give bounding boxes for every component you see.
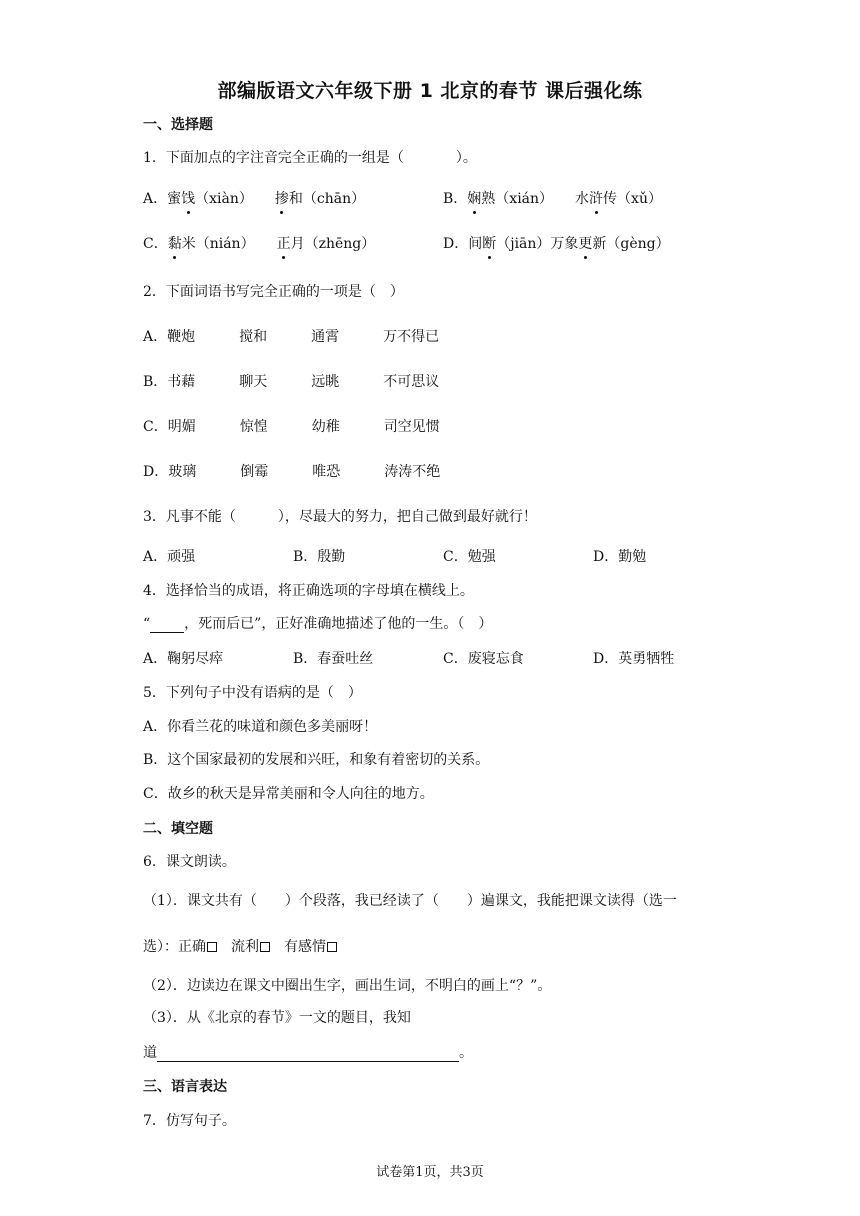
section-heading-fill: 二、填空题 xyxy=(143,821,213,837)
question-3-option-c: C．勉强 xyxy=(443,549,496,565)
emphasis-dot-char: 正 xyxy=(277,233,291,253)
question-5-option-c: C．故乡的秋天是异常美丽和令人向往的地方。 xyxy=(143,786,434,802)
question-1-option-d: D．间断（jiān）万象更新（gèng） xyxy=(443,233,670,253)
question-2-option-a: A．鞭炮 搅和 通霄 万不得已 xyxy=(143,329,440,345)
answer-blank xyxy=(150,616,184,633)
question-4-option-b: B．春蚕吐丝 xyxy=(293,651,374,667)
emphasis-dot-char: 更 xyxy=(578,233,592,253)
question-3-option-a: A．顽强 xyxy=(143,549,196,565)
question-1-option-a: A．蜜饯（xiàn） 掺和（chān） xyxy=(143,188,365,208)
question-6-part-3-continued: 道 。 xyxy=(143,1045,473,1061)
question-4-sentence: “ ，死而后已”，正好准确地描述了他的一生。（ ） xyxy=(143,616,493,632)
answer-line xyxy=(157,1045,459,1062)
question-5-option-b: B．这个国家最初的发展和兴旺，和象有着密切的关系。 xyxy=(143,752,490,768)
emphasis-dot-char: 娴 xyxy=(467,188,481,208)
question-6-part-3: （3）．从《北京的春节》一文的题目，我知 xyxy=(143,1010,411,1026)
checkbox[interactable] xyxy=(260,942,270,952)
question-4-stem: 4．选择恰当的成语，将正确选项的字母填在横线上。 xyxy=(143,583,474,599)
question-6-part-1-choices: 选）：正确 流利 有感情 xyxy=(143,936,337,956)
question-4-option-d: D．英勇牺牲 xyxy=(593,651,675,667)
page-title: 部编版语文六年级下册 1 北京的春节 课后强化练 xyxy=(217,80,643,102)
question-1-option-c: C．黏米（nián） 正月（zhēng） xyxy=(143,233,375,253)
checkbox[interactable] xyxy=(207,942,217,952)
question-3-option-d: D．勤勉 xyxy=(593,549,647,565)
emphasis-dot-char: 断 xyxy=(482,233,496,253)
page-footer: 试卷第1页，共3页 xyxy=(376,1165,484,1180)
question-7-stem: 7．仿写句子。 xyxy=(143,1113,236,1129)
question-4-option-c: C．废寝忘食 xyxy=(443,651,524,667)
question-6-part-2: （2）．边读边在课文中圈出生字，画出生词，不明白的画上“？”。 xyxy=(143,978,552,994)
question-2-stem: 2．下面词语书写完全正确的一项是（ ） xyxy=(143,284,404,300)
question-2-option-b: B．书藉 聊天 远眺 不可思议 xyxy=(143,374,440,390)
question-6-part-1: （1）．课文共有（ ）个段落，我已经读了（ ）遍课文，我能把课文读得（选一 xyxy=(143,893,677,909)
question-6-stem: 6．课文朗读。 xyxy=(143,854,236,870)
question-1-stem: 1．下面加点的字注音完全正确的一组是（ ）。 xyxy=(143,150,477,166)
emphasis-dot-char: 饯 xyxy=(181,188,195,208)
emphasis-dot-char: 掺 xyxy=(275,188,289,208)
question-3-stem: 3．凡事不能（ ），尽最大的努力，把自己做到最好就行！ xyxy=(143,509,537,525)
emphasis-dot-char: 浒 xyxy=(589,188,603,208)
question-2-option-d: D．玻璃 倒霉 唯恐 涛涛不绝 xyxy=(143,464,441,480)
section-heading-language: 三、语言表达 xyxy=(143,1079,227,1095)
question-2-option-c: C．明媚 惊惶 幼稚 司空见惯 xyxy=(143,419,440,435)
question-1-option-b: B．娴熟（xián） 水浒传（xǔ） xyxy=(443,188,662,208)
question-5-option-a: A．你看兰花的味道和颜色多美丽呀！ xyxy=(143,719,378,735)
question-5-stem: 5．下列句子中没有语病的是（ ） xyxy=(143,685,362,701)
emphasis-dot-char: 黏 xyxy=(168,233,182,253)
question-3-option-b: B．殷勤 xyxy=(293,549,346,565)
section-heading-choice: 一、选择题 xyxy=(143,117,213,133)
question-4-option-a: A．鞠躬尽瘁 xyxy=(143,651,224,667)
checkbox[interactable] xyxy=(327,942,337,952)
